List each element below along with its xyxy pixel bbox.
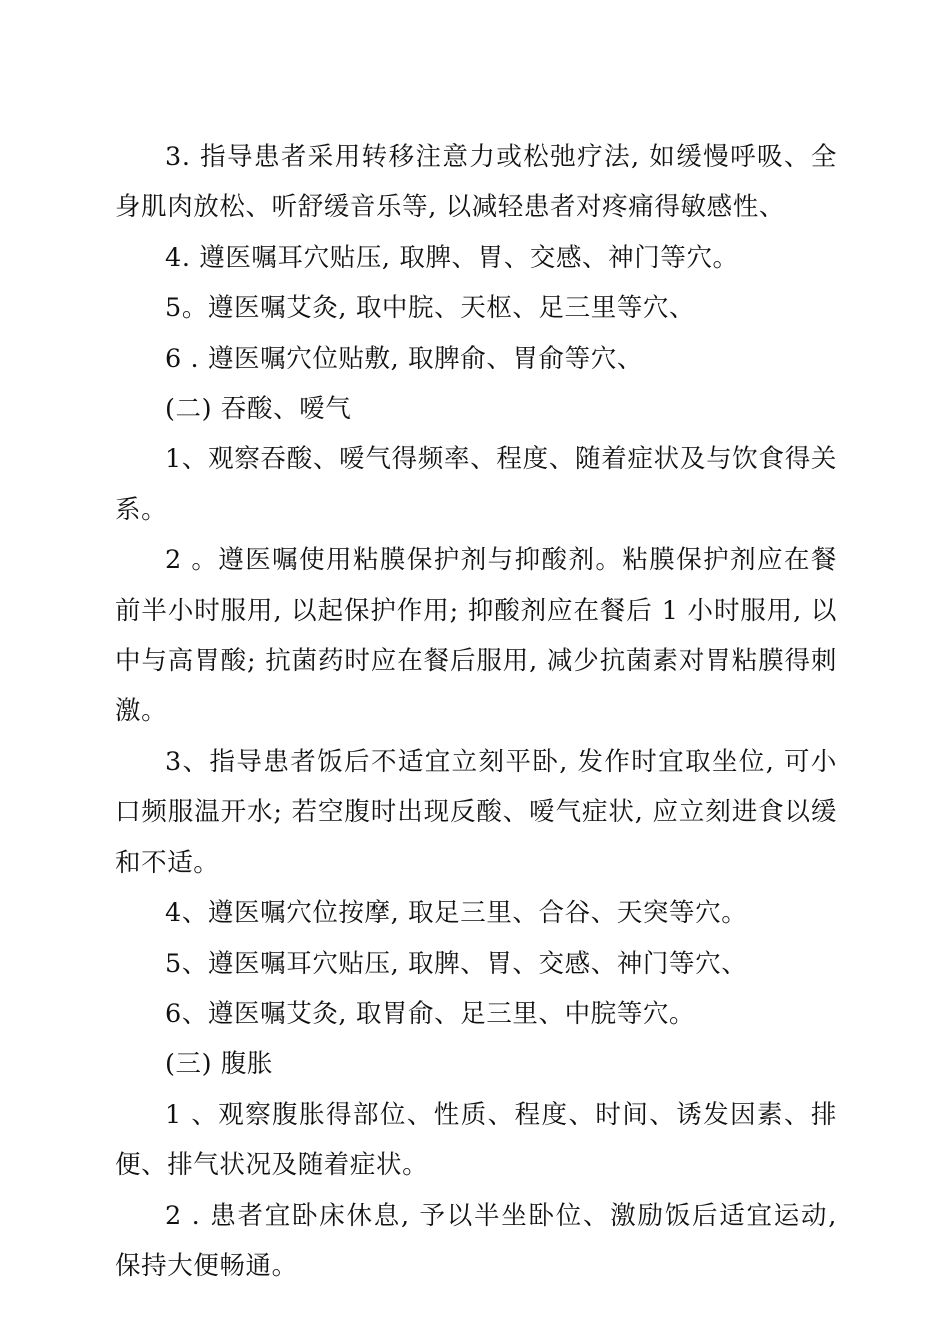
paragraph-item-3-relaxation: 3. 指导患者采用转移注意力或松弛疗法, 如缓慢呼吸、全身肌肉放松、听舒缓音乐等, 以减轻患者对疼痛得敏感性、 [115,142,837,223]
document-body [115,132,837,1291]
paragraph-item-5-moxibustion: 5。遵医嘱艾灸, 取中脘、天枢、足三里等穴、 [165,293,696,324]
paragraph-item-6-acupoint-application: 6 . 遵医嘱穴位贴敷, 取脾俞、胃俞等穴、 [165,343,643,374]
section-heading-acid-belching: (二) 吞酸、嗳气 [165,394,352,425]
paragraph-item-3-post-meal-posture: 3、指导患者饭后不适宜立刻平卧, 发作时宜取坐位, 可小口频服温开水; 若空腹时出现反酸、嗳气症状, 应立刻进食以缓和不适。 [115,746,837,878]
paragraph-item-1-observe-bloating: 1 、观察腹胀得部位、性质、程度、时间、诱发因素、排便、排气状况及随着症状。 [115,1099,837,1181]
paragraph-item-2-bed-rest: 2 . 患者宜卧床休息, 予以半坐卧位、激励饭后适宜运动, 保持大便畅通。 [115,1200,837,1281]
paragraph-item-4-acupoint-massage: 4、遵医嘱穴位按摩, 取足三里、合谷、天突等穴。 [165,898,748,929]
paragraph-item-5-ear-acupoint: 5、遵医嘱耳穴贴压, 取脾、胃、交感、神门等穴、 [165,948,748,979]
section-heading-bloating: (三) 腹胀 [165,1049,274,1080]
paragraph-item-1-observe-acid: 1、观察吞酸、嗳气得频率、程度、随着症状及与饮食得关系。 [115,444,837,525]
paragraph-item-6-moxibustion: 6、遵医嘱艾灸, 取胃俞、足三里、中脘等穴。 [165,998,696,1029]
paragraph-item-2-mucosal-protectant: 2 。遵医嘱使用粘膜保护剂与抑酸剂。粘膜保护剂应在餐前半小时服用, 以起保护作用; 抑酸剂应在餐后 1 小时服用, 以中与高胃酸; 抗菌药时应在餐后服用, 减少抗菌素对胃粘膜得刺激。 [115,545,837,727]
paragraph-item-4-ear-acupoint: 4. 遵医嘱耳穴贴压, 取脾、胃、交感、神门等穴。 [165,242,739,273]
